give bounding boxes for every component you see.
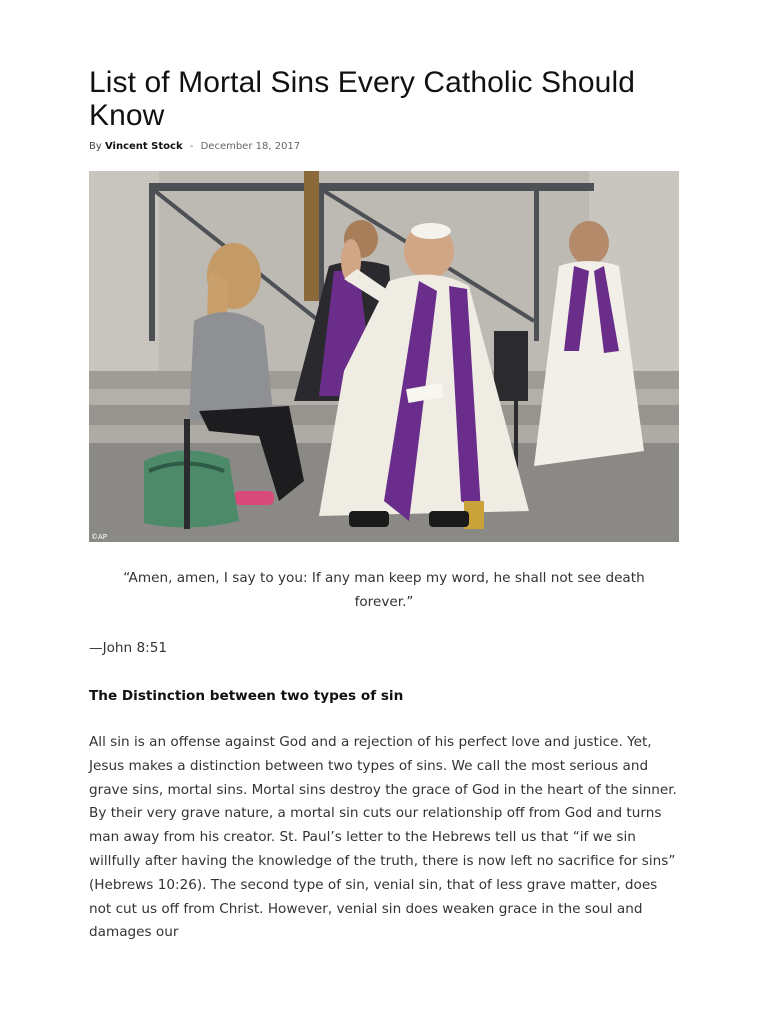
publish-date: December 18, 2017 (200, 141, 301, 152)
author-link[interactable]: Vincent Stock (104, 141, 183, 152)
article-meta (89, 140, 679, 154)
featured-photo (89, 171, 679, 542)
by-label: By (89, 141, 102, 152)
scripture-quote: “Amen, amen, I say to you: If any man keep my word, he shall not see death forever.” (123, 570, 645, 610)
featured-photo-illustration (89, 171, 679, 542)
meta-separator: - (189, 141, 194, 152)
article (89, 0, 679, 945)
section-heading: The Distinction between two types of sin (89, 687, 404, 704)
body-paragraph: All sin is an offense against God and a rejection of his perfect love and justice. Yet, Jesus makes a distinction between two types of sins. We call the most serious and grave sins, mortal sins. Mortal sins destroy the grace of God in the heart of the sinner. By their very grave nature, a mortal sin cuts our relationship off from God and turns man away from his creator. St. Paul’s letter to the Hebrews tell us that “if we sin willfully after having the knowledge of the truth, there is now left no sacrifice for sins” (Hebrews 10:26). The second type of sin, venial sin, that of less grave matter, does not cut us off from Christ. However, venial sin does weaken grace in the soul and damages our (89, 734, 677, 941)
quote-citation: —John 8:51 (89, 640, 167, 656)
photo-credit: ©AP (91, 533, 108, 541)
article-title: List of Mortal Sins Every Catholic Should Know (89, 66, 636, 132)
